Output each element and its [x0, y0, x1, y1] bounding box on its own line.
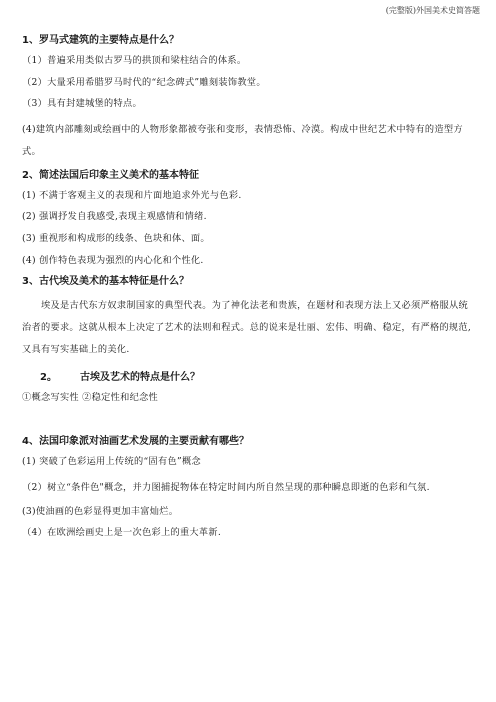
answer-paragraph: (1) 不满于客观主义的表现和片面地追求外光与色彩. [22, 189, 242, 201]
answer-paragraph: （2）树立“条件色"概念，并力图捕捉物体在特定时间内所自然呈现的那种瞬息即逝的色彩和气氛. [22, 481, 430, 493]
answer-paragraph: (1) 突破了色彩运用上传统的“固有色”概念 [22, 456, 201, 468]
answer-paragraph: (4)建筑内部雕刻或绘画中的人物形象都被夸张和变形，表情恐怖、冷漠。构成中世纪艺术中特有的造型方式。 [22, 123, 463, 157]
answer-paragraph: (2) 强调抒发自我感受,表现主观感情和情绪. [22, 211, 207, 223]
answer-paragraph: (3) 重视形和构成形的线条、色块和体、面。 [22, 232, 210, 244]
section-1 [22, 34, 474, 163]
answer-paragraph: (4) 创作特色表现为强烈的内心化和个性化. [22, 254, 204, 266]
question-text: 古埃及艺术的特点是什么？ [80, 372, 200, 384]
answer-paragraph: ①概念写实性 ②稳定性和纪念性 [22, 392, 159, 404]
answer-paragraph: (3)使油画的色彩显得更加丰富灿烂。 [22, 505, 179, 517]
section-3b [22, 371, 474, 405]
answer-paragraph: （3）具有封建城堡的特点。 [22, 98, 142, 110]
question-title: 3、古代埃及美术的基本特征是什么？ [22, 276, 189, 288]
answer-paragraph: 埃及是古代东方奴隶制国家的典型代表。为了神化法老和贵族，在题材和表现方法上又必须严格服从统治者的要求。这就从根本上决定了艺术的法则和程式。总的说来是壮丽、宏伟、明确、稳定，有严格的规范,又具有写实基础上的美化. [22, 300, 472, 356]
question-title: 1、罗马式建筑的主要特点是什么？ [22, 35, 179, 46]
answer-paragraph: （1）普遍采用类似古罗马的拱顶和梁柱结合的体系。 [22, 55, 247, 66]
page-header: (完整版)外国美术史简答题 [385, 6, 480, 15]
document-content [22, 34, 474, 548]
question-title: 4、法国印象派对油画艺术发展的主要贡献有哪些？ [22, 436, 249, 448]
question-title [22, 371, 474, 385]
section-3 [22, 275, 474, 361]
section-4 [22, 435, 474, 540]
section-2 [22, 169, 474, 268]
answer-paragraph: （4）在欧洲绘画史上是一次色彩上的重大革新. [22, 527, 222, 539]
question-title: 2、简述法国后印象主义美术的基本特征 [22, 169, 199, 181]
answer-paragraph: （2）大量采用希腊罗马时代的“纪念碑式”雕刻装饰教堂。 [22, 76, 266, 88]
question-number: 2。 [40, 372, 57, 384]
